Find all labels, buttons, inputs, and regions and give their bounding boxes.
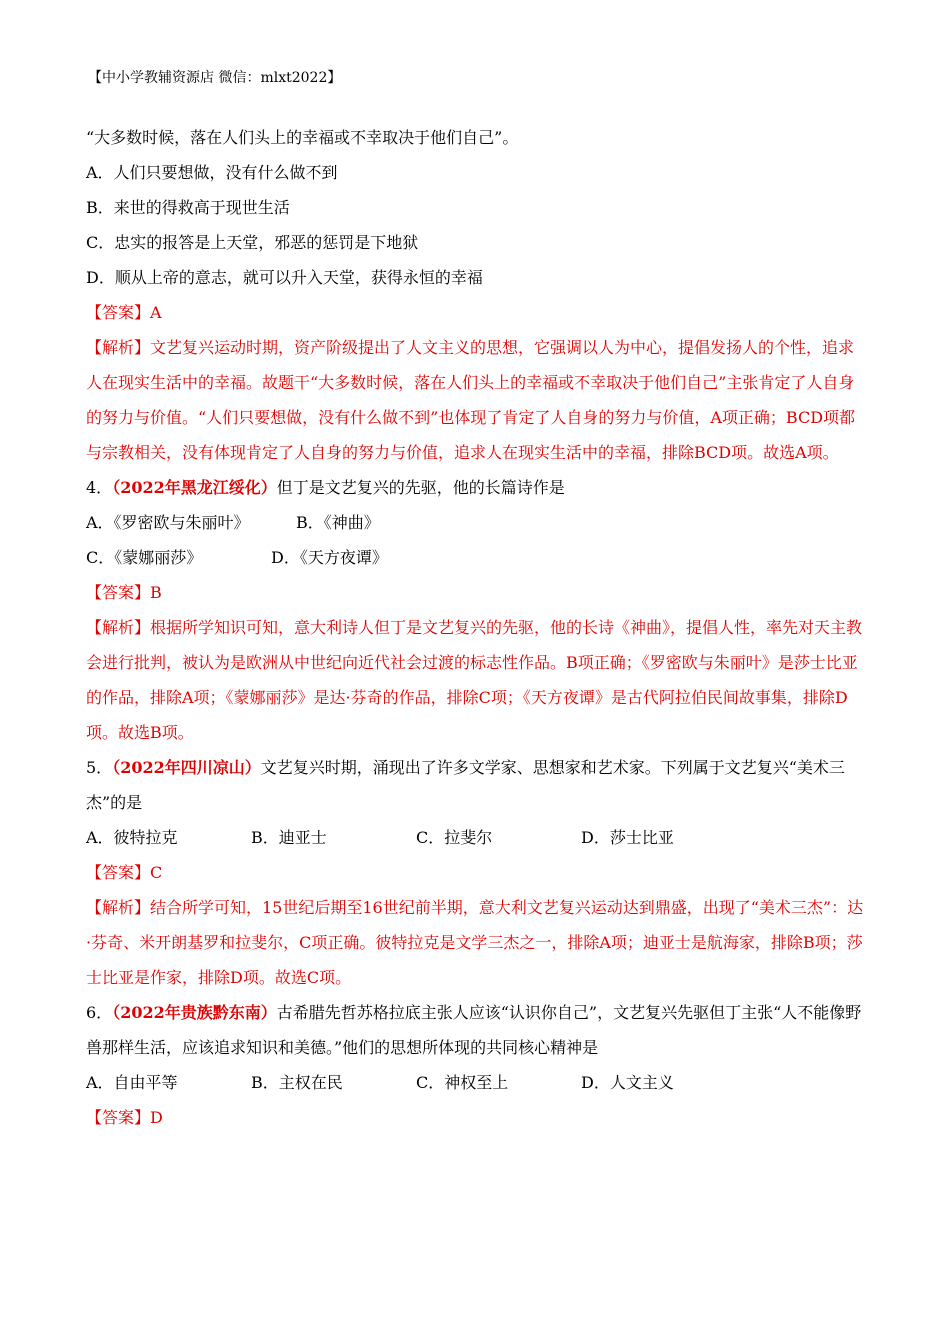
q5-source: （2022年四川凉山） (112, 758, 261, 777)
q4-number: 4． (86, 478, 113, 497)
q5-analysis: 【解析】结合所学可知，15世纪后期至16世纪前半期，意大利文艺复兴运动达到鼎盛，出现了“美术三杰”：达·芬奇、米开朗基罗和拉斐尔，C项正确。彼特拉克是文学三杰之一，排除A项；迪亚士是航海家，排除B项；莎士比亚是作家，排除D项。故选C项。 (86, 898, 864, 987)
q4-source: （2022年黑龙江绥化） (112, 478, 277, 497)
q6-number: 6． (86, 1003, 113, 1022)
q3-answer: 【答案】A (86, 303, 162, 322)
q4-stem-text: 但丁是文艺复兴的先驱，他的长篇诗作是 (276, 478, 565, 497)
q6-stem (86, 995, 868, 1065)
q4-analysis: 【解析】根据所学知识可知，意大利诗人但丁是文艺复兴的先驱，他的长诗《神曲》，提倡人性，率先对天主教会进行批判，被认为是欧洲从中世纪向近代社会过渡的标志性作品。B项正确；《罗密欧与朱丽叶》是莎士比亚的作品，排除A项；《蒙娜丽莎》是达·芬奇的作品，排除C项；《天方夜谭》是古代阿拉伯民间故事集，排除D项。故选B项。 (86, 618, 863, 742)
q4-answer: 【答案】B (86, 583, 162, 602)
q5-number: 5． (86, 758, 113, 777)
q3-option-c: C．忠实的报答是上天堂，邪恶的惩罚是下地狱 (86, 233, 419, 252)
q4-options-row-1 (86, 505, 868, 540)
q6-option-d: D．人文主义 (581, 1073, 674, 1092)
q3-option-d: D．顺从上帝的意志，就可以升入天堂，获得永恒的幸福 (86, 268, 483, 287)
q4-option-c: C．《蒙娜丽莎》 (86, 548, 203, 567)
q4-stem (86, 470, 868, 505)
q5-options-row (86, 820, 868, 855)
q4-option-a: A．《罗密欧与朱丽叶》 (86, 513, 250, 532)
q3-option-b: B．来世的得救高于现世生活 (86, 198, 290, 217)
q5-option-d: D．莎士比亚 (581, 828, 674, 847)
q3-analysis: 【解析】文艺复兴运动时期，资产阶级提出了人文主义的思想，它强调以人为中心，提倡发扬人的个性，追求人在现实生活中的幸福。故题干“大多数时候，落在人们头上的幸福或不幸取决于他们自己”主张肯定了人自身的努力与价值。“人们只要想做，没有什么做不到”也体现了肯定了人自身的努力与价值，A项正确；BCD项都与宗教相关，没有体现肯定了人自身的努力与价值，追求人在现实生活中的幸福，排除BCD项。故选A项。 (86, 338, 856, 462)
q5-option-a: A．彼特拉克 (86, 828, 178, 847)
q6-option-c: C．神权至上 (416, 1073, 509, 1092)
q4-option-d: D．《天方夜谭》 (271, 548, 388, 567)
document-body (86, 120, 868, 1135)
q5-option-b: B．迪亚士 (251, 828, 327, 847)
page-header: 【中小学教辅资源店 微信：mlxt2022】 (88, 70, 342, 86)
q6-option-a: A．自由平等 (86, 1073, 178, 1092)
q3-stem-tail: “大多数时候，落在人们头上的幸福或不幸取决于他们自己”。 (86, 128, 519, 147)
q6-option-b: B．主权在民 (251, 1073, 343, 1092)
q6-source: （2022年贵族黔东南） (112, 1003, 277, 1022)
q5-option-c: C．拉斐尔 (416, 828, 493, 847)
q4-option-b: B．《神曲》 (296, 513, 380, 532)
q6-stem-text: 古希腊先哲苏格拉底主张人应该“认识你自己”，文艺复兴先驱但丁主张“人不能像野兽那样生活，应该追求知识和美德。”他们的思想所体现的共同核心精神是 (86, 1003, 862, 1057)
q5-answer: 【答案】C (86, 863, 163, 882)
q4-options-row-2 (86, 540, 868, 575)
q5-stem-text: 文艺复兴时期，涌现出了许多文学家、思想家和艺术家。下列属于文艺复兴“美术三杰”的是 (86, 758, 845, 812)
q6-answer: 【答案】D (86, 1108, 163, 1127)
q5-stem (86, 750, 868, 820)
q6-options-row (86, 1065, 868, 1100)
q3-option-a: A．人们只要想做，没有什么做不到 (86, 163, 338, 182)
